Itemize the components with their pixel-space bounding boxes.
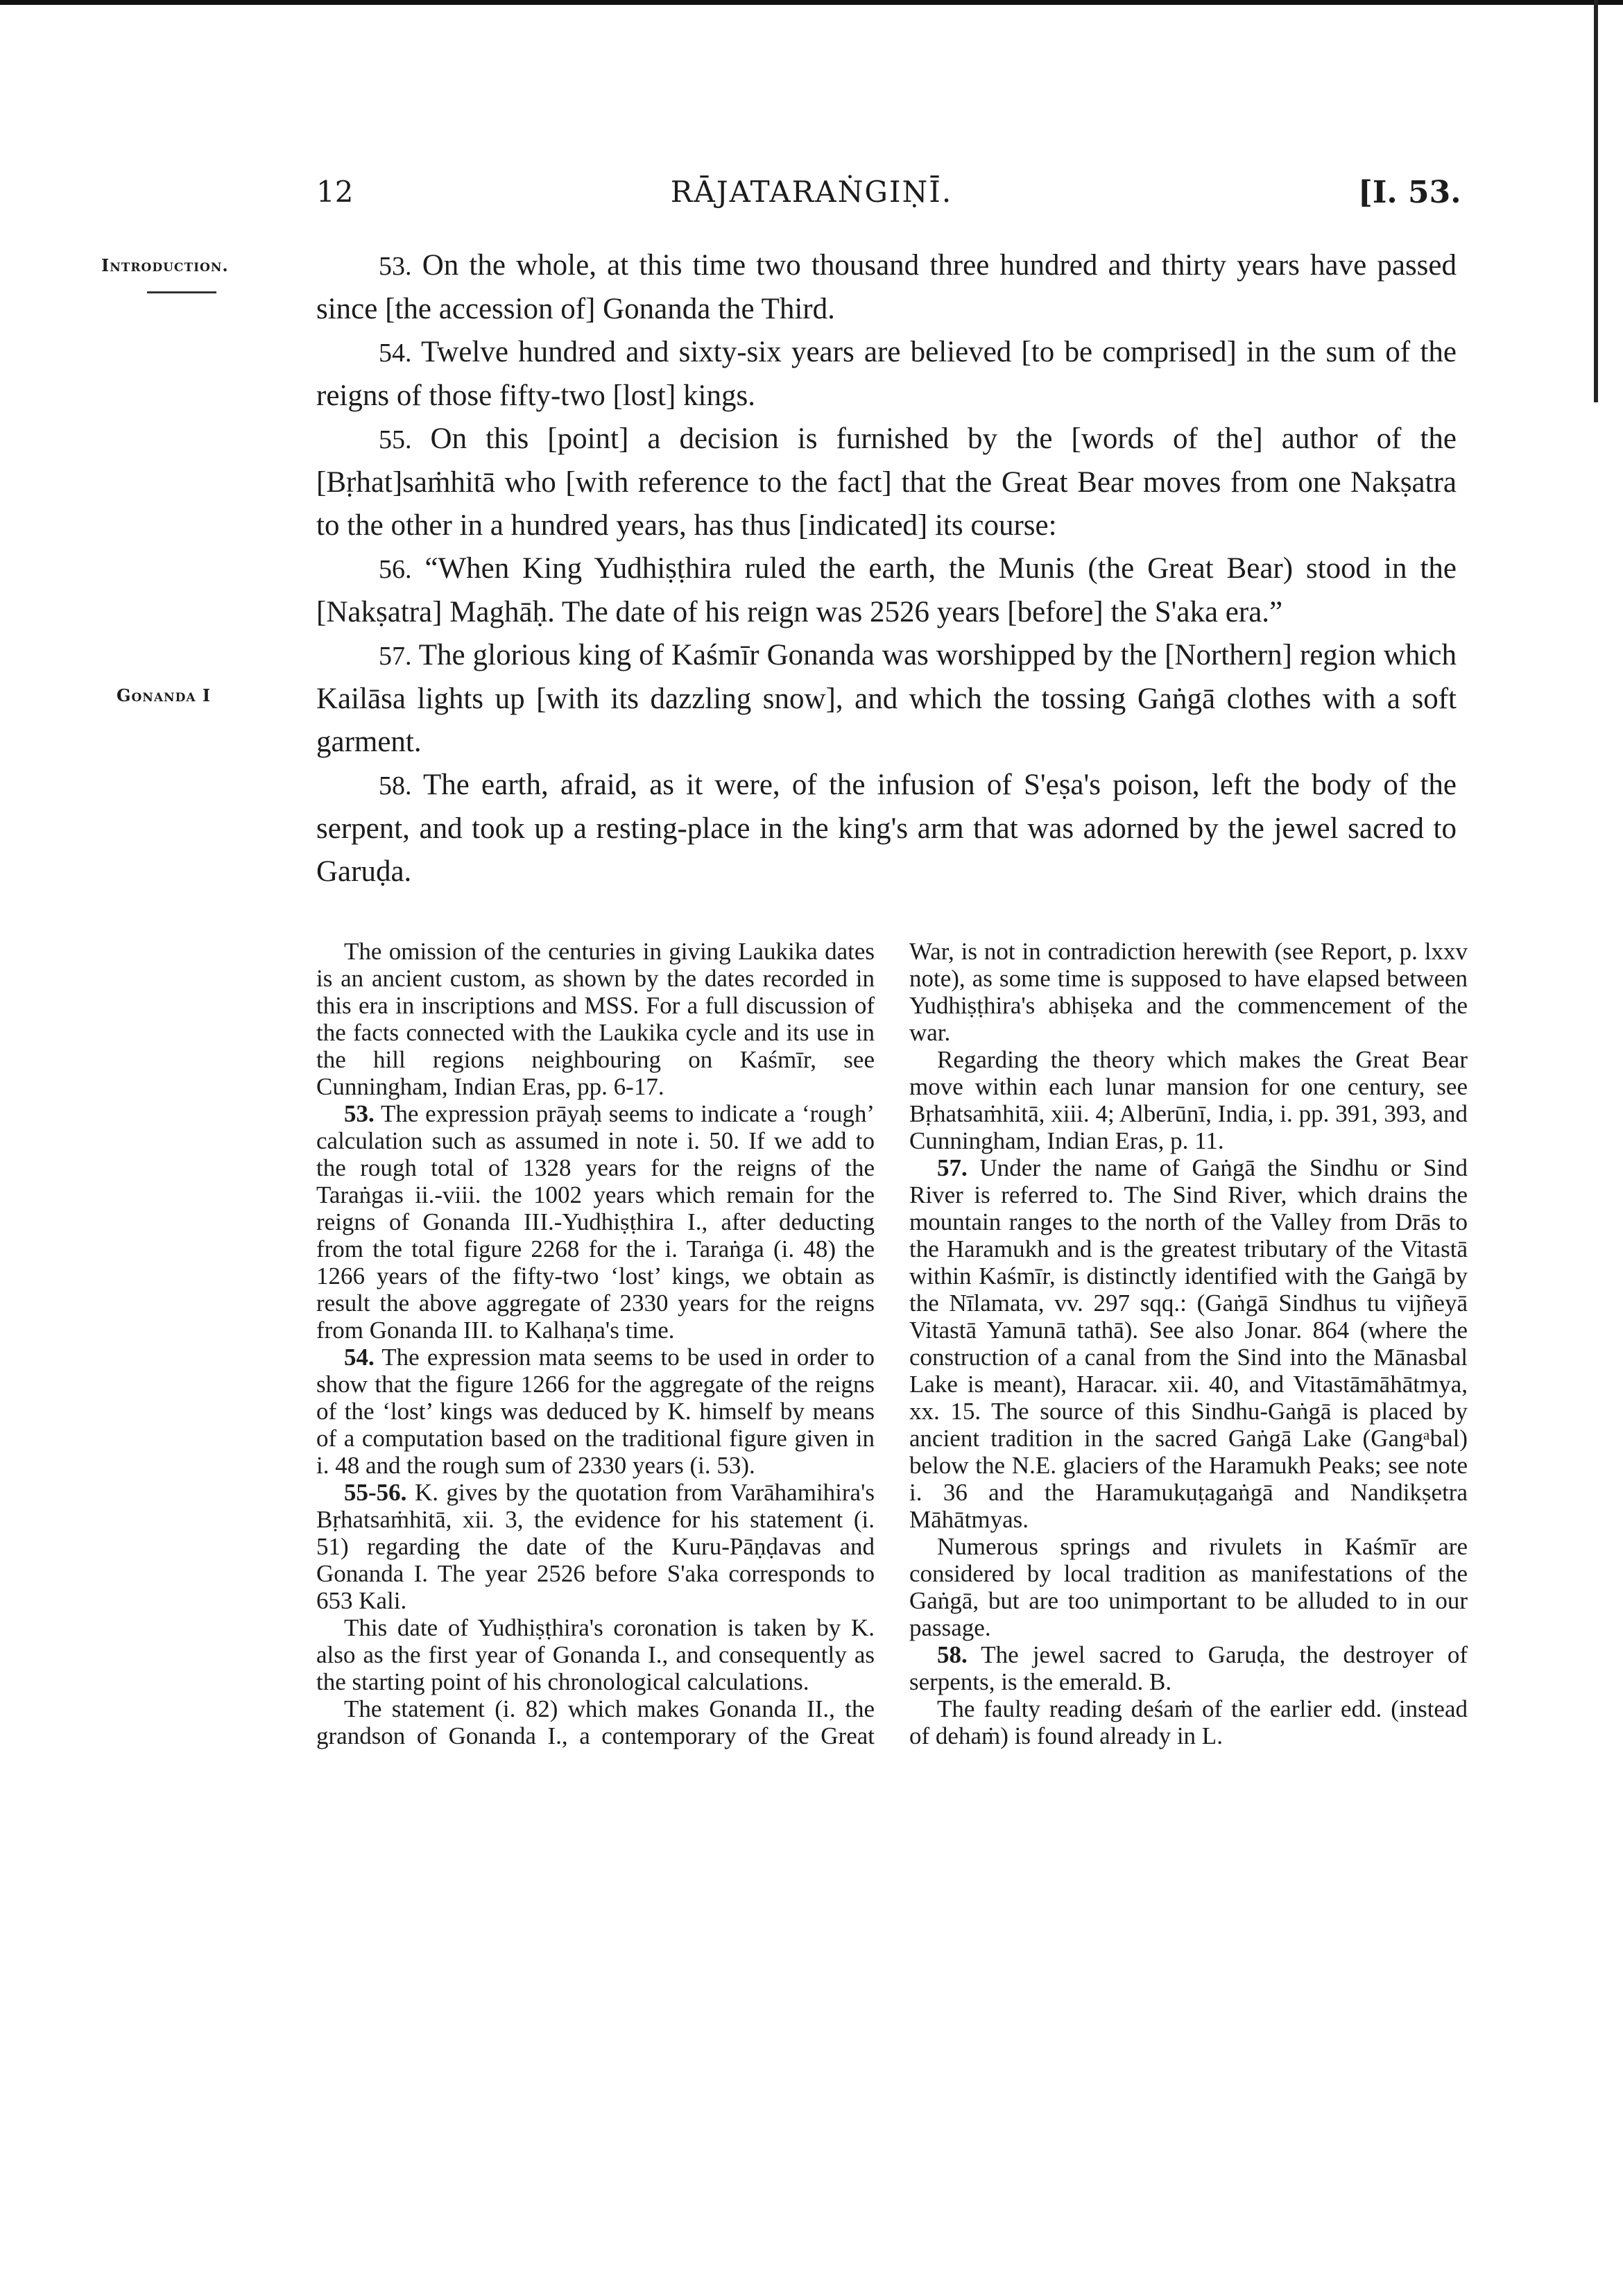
verse-text: The glorious king of Kaśmīr Gonanda was worshipped by the [Northern] region which Kailāsa lights up [with its dazzling snow], and which the tossing Gaṅgā clothes with a soft garment. bbox=[316, 639, 1457, 758]
note-number: 57. bbox=[937, 1154, 968, 1181]
note-text: The expression prāyaḥ seems to indicate a ‘rough’ calculation such as assumed in note i. 50. If we add to the rough total of 1328 years for the reigns of the Taraṅgas ii.-viii. the 1002 years which remain for the reigns of Gonanda III.-Yudhiṣṭhira I., after deducting from the total figure 2268 for the i. Taraṅga (i. 48) the 1266 years of the fifty-two ‘lost’ kings, we obtain as result the above aggregate of 2330 years for the reigns from Gonanda III. to Kalhaṇa's time. bbox=[316, 1100, 875, 1344]
verse-58 bbox=[316, 764, 1457, 893]
note-53 bbox=[316, 1100, 875, 1344]
note-text: Numerous springs and rivulets in Kaśmīr are considered by local tradition as manifestations of the Gaṅgā, but are too unimportant to be alluded to in our passage. bbox=[909, 1533, 1468, 1641]
page-number: 12 bbox=[316, 175, 354, 209]
note-text: Under the name of Gaṅgā the Sindhu or Sind River is referred to. The Sind River, which drains the mountain ranges to the north of the Valley from Drās to the Haramukh and is the greatest tributary of the Vitastā within Kaśmīr, is distinctly identified with the Gaṅgā by the Nīlamata, vv. 297 sqq.: (Gaṅgā Sindhus tu vijñeyā Vitastā Yamunā tathā). See also Jonar. 864 (where the construction of a canal from the Sind into the Mānasbal Lake is meant), Haracar. xii. 40, and Vitastāmāhātmya, xx. 15. The source of this Sindhu-Gaṅgā is placed by ancient tradition in the sacred Gaṅgā Lake (Gangᵃbal) below the N.E. glaciers of the Haramukh Peaks; see note i. 36 and the Haramukuṭagaṅgā and Nandikṣetra Māhātmyas. bbox=[909, 1154, 1468, 1533]
note-number: 55-56. bbox=[344, 1479, 407, 1506]
section-reference: [I. 53. bbox=[1358, 175, 1461, 210]
note-text: The statement (i. 82) which makes Gonanda II., the grandson of Gonanda I., a contemporary of the Great War, is not in contradiction herewith (see Report, p. lxxv note), as some time is supposed to have elapsed between Yudhiṣṭhira's abhiṣeka and the commencement of the war. bbox=[316, 938, 1468, 1749]
verse-text: Twelve hundred and sixty-six years are believed [to be comprised] in the sum of the reigns of those fifty-two [lost] kings. bbox=[316, 336, 1457, 412]
note-number: 58. bbox=[937, 1641, 968, 1668]
verse-number: 57. bbox=[379, 642, 412, 671]
note-springs bbox=[909, 1533, 1468, 1641]
scan-top-border bbox=[0, 0, 1623, 5]
note-57 bbox=[909, 1154, 1468, 1533]
note-number: 54. bbox=[344, 1344, 375, 1371]
note-number: 53. bbox=[344, 1100, 375, 1127]
verse-translation bbox=[316, 244, 1457, 893]
verse-57 bbox=[316, 634, 1457, 764]
margin-rule bbox=[147, 291, 216, 293]
note-great-bear bbox=[909, 1046, 1468, 1154]
verse-number: 58. bbox=[379, 771, 412, 800]
verse-text: On the whole, at this time two thousand three hundred and thirty years have passed since [the accession of] Gonanda the Third. bbox=[316, 249, 1457, 325]
note-55-56 bbox=[316, 1479, 875, 1614]
note-text: This date of Yudhiṣṭhira's coronation is taken by K. also as the first year of Gonanda I., and consequently as the starting point of his chronological calculations. bbox=[316, 1614, 875, 1695]
verse-number: 56. bbox=[379, 555, 412, 584]
verse-56 bbox=[316, 547, 1457, 634]
verse-text: On this [point] a decision is furnished by the [words of the] author of the [Bṛhat]saṁhitā who [with reference to the fact] that the Great Bear moves from one Nakṣatra to the other in a hundred years, has thus [indicated] its course: bbox=[316, 422, 1457, 542]
footnotes bbox=[316, 938, 1468, 1749]
note-text: The omission of the centuries in giving Laukika dates is an ancient custom, as shown by the dates recorded in this era in inscriptions and MSS. For a full discussion of the facts connected with the Laukika cycle and its use in the hill regions neighbouring on Kaśmīr, see Cunningham, Indian Eras, pp. 6-17. bbox=[316, 938, 875, 1100]
note-54 bbox=[316, 1344, 875, 1479]
verse-text: The earth, afraid, as it were, of the infusion of S'eṣa's poison, left the body of the serpent, and took up a resting-place in the king's arm that was adorned by the jewel sacred to Garuḍa. bbox=[316, 769, 1457, 888]
margin-heading-introduction: Introduction. bbox=[101, 255, 229, 275]
verse-text: “When King Yudhiṣṭhira ruled the earth, the Munis (the Great Bear) stood in the [Nakṣatra] Maghāḥ. The date of his reign was 2526 years [before] the S'aka era.” bbox=[316, 552, 1457, 628]
verse-53 bbox=[316, 244, 1457, 331]
verse-number: 55. bbox=[379, 425, 412, 454]
note-text: The expression mata seems to be used in order to show that the figure 1266 for the aggregate of the reigns of the ‘lost’ kings was deduced by K. himself by means of a computation based on the traditional figure given in i. 48 and the rough sum of 2330 years (i. 53). bbox=[316, 1344, 875, 1479]
note-coronation bbox=[316, 1614, 875, 1695]
verse-55 bbox=[316, 418, 1457, 547]
note-text: The faulty reading deśaṁ of the earlier edd. (instead of dehaṁ) is found already in L. bbox=[909, 1695, 1468, 1749]
margin-heading-gonanda: Gonanda I bbox=[117, 685, 212, 705]
note-text: Regarding the theory which makes the Great Bear move within each lunar mansion for one century, see Bṛhatsaṁhitā, xiii. 4; Alberūnī, India, i. pp. 391, 393, and Cunningham, Indian Eras, p. 11. bbox=[909, 1046, 1468, 1154]
note-text: K. gives by the quotation from Varāhamihira's Bṛhatsaṁhitā, xii. 3, the evidence for his statement (i. 51) regarding the date of the Kuru-Pāṇḍavas and Gonanda I. The year 2526 before S'aka corresponds to 653 Kali. bbox=[316, 1479, 875, 1614]
note-laukika bbox=[316, 938, 875, 1100]
note-text: The jewel sacred to Garuḍa, the destroyer of serpents, is the emerald. B. bbox=[909, 1641, 1468, 1695]
note-58 bbox=[909, 1641, 1468, 1695]
verse-54 bbox=[316, 331, 1457, 418]
note-faulty-reading bbox=[909, 1695, 1468, 1749]
running-title: RĀJATARAṄGIṆĪ. bbox=[670, 175, 953, 209]
verse-number: 53. bbox=[379, 252, 412, 281]
verse-number: 54. bbox=[379, 339, 412, 368]
